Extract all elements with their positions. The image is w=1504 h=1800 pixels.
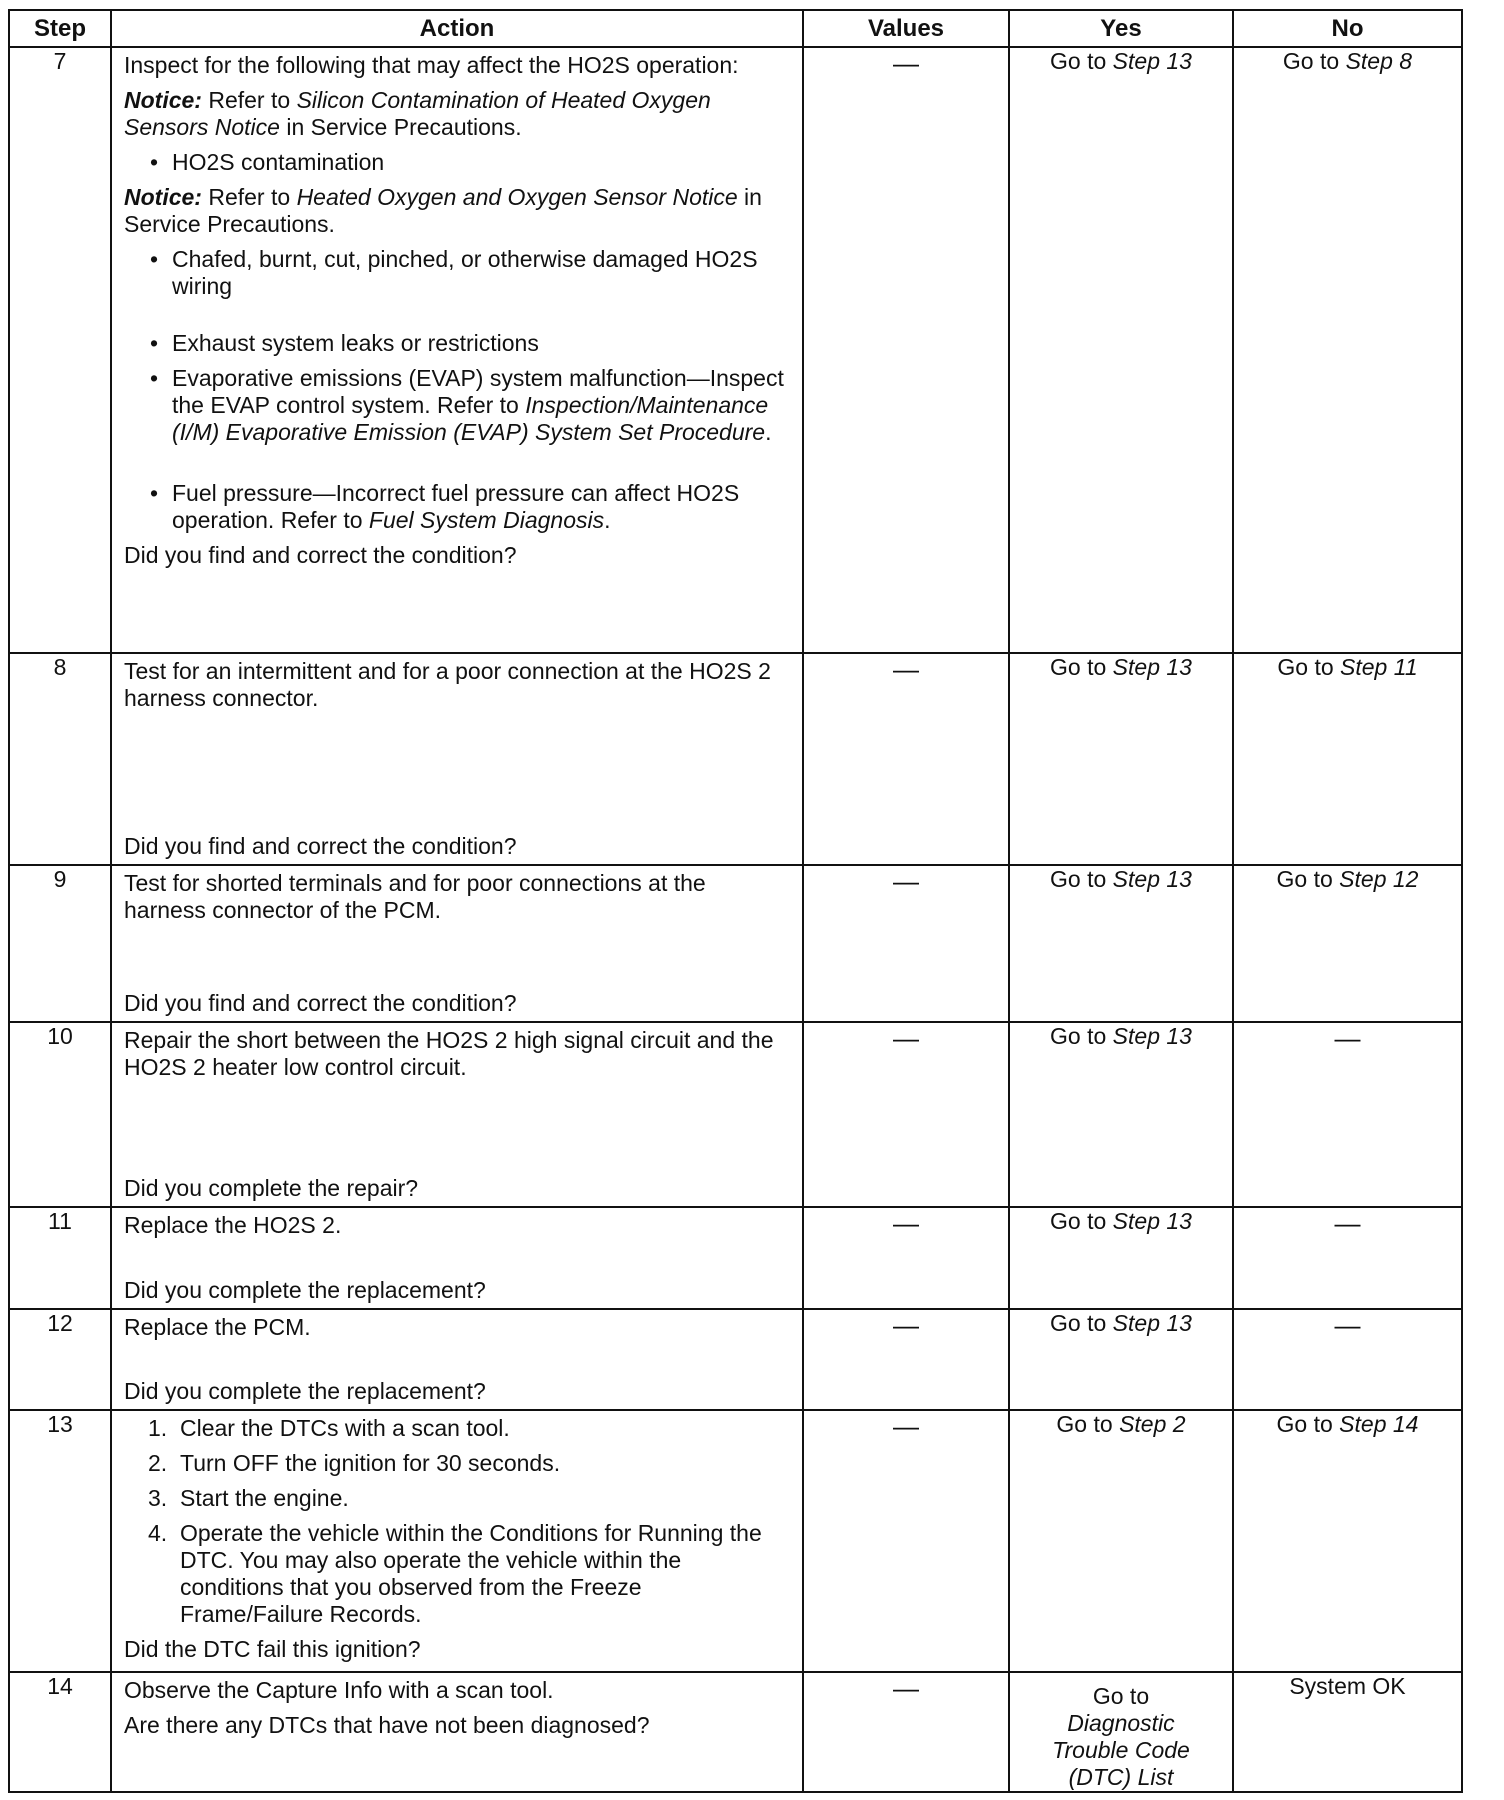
no-cell — [1233, 47, 1462, 653]
header-values: Values — [803, 10, 1009, 47]
no-cell — [1233, 653, 1462, 865]
action-cell — [111, 1309, 803, 1410]
action-intro: Inspect for the following that may affect the HO2S operation: — [124, 52, 739, 78]
values-cell: — — [803, 1672, 1009, 1792]
action-cell — [111, 1672, 803, 1792]
list-item: • Chafed, burnt, cut, pinched, or otherwise damaged HO2S wiring — [148, 246, 790, 300]
header-action: Action — [111, 10, 803, 47]
diagnostic-table — [8, 9, 1463, 1793]
yes-cell — [1009, 1309, 1233, 1410]
yes-text: Go to — [1056, 1411, 1113, 1437]
yes-step-link[interactable]: Step 13 — [1112, 48, 1192, 74]
action-question: Did you complete the replacement? — [124, 1277, 486, 1303]
values-cell: — — [803, 653, 1009, 865]
notice — [124, 184, 790, 238]
table-row-step-13 — [9, 1410, 1462, 1672]
yes-cell — [1009, 47, 1233, 653]
action-question: Did you find and correct the condition? — [124, 542, 517, 568]
list-item: • Fuel pressure—Incorrect fuel pressure can affect HO2S operation. Refer to Fuel System Diagnosis. — [148, 480, 790, 534]
yes-step-link[interactable]: Step 2 — [1119, 1411, 1186, 1437]
bullet-list — [124, 246, 790, 534]
no-text: Go to — [1282, 48, 1340, 74]
action-question: Did the DTC fail this ignition? — [124, 1636, 421, 1662]
no-step-link[interactable]: Step 12 — [1339, 866, 1419, 892]
step-number: 7 — [9, 47, 111, 653]
action-cell — [111, 653, 803, 865]
notice-label: Notice: — [124, 87, 202, 113]
action-question: Did you find and correct the condition? — [124, 990, 517, 1016]
step-number: 12 — [9, 1309, 111, 1410]
notice-reference: Silicon Contamination of Heated Oxygen Sensors Notice — [124, 87, 711, 140]
notice-text: in Service Precautions. — [124, 184, 762, 237]
no-step-link[interactable]: Step 14 — [1339, 1411, 1419, 1437]
values-cell: — — [803, 1309, 1009, 1410]
no-text: Go to — [1276, 866, 1333, 892]
yes-step-link[interactable]: Step 13 — [1112, 1208, 1192, 1234]
yes-text: Go to — [1050, 1310, 1107, 1336]
yes-text: Go to — [1050, 1023, 1107, 1049]
header-step: Step — [9, 10, 111, 47]
yes-text: Go to — [1050, 866, 1107, 892]
numbered-list — [124, 1415, 790, 1628]
no-cell: — — [1233, 1207, 1462, 1309]
action-text: Observe the Capture Info with a scan tool. — [124, 1677, 554, 1703]
action-text: Repair the short between the HO2S 2 high signal circuit and the HO2S 2 heater low control circuit. — [124, 1027, 774, 1080]
list-item: • Evaporative emissions (EVAP) system malfunction—Inspect the EVAP control system. Refer to Inspection/Maintenance (I/M) Evaporative Emission (EVAP) System Set Procedure. — [148, 365, 790, 446]
table-row-step-14 — [9, 1672, 1462, 1792]
action-cell — [111, 865, 803, 1022]
yes-cell — [1009, 1207, 1233, 1309]
step-number: 14 — [9, 1672, 111, 1792]
no-cell: System OK — [1233, 1672, 1462, 1792]
step-number: 8 — [9, 653, 111, 865]
notice-text: in Service Precautions. — [286, 114, 522, 140]
action-text: Test for an intermittent and for a poor connection at the HO2S 2 harness connector. — [124, 658, 771, 711]
no-step-link[interactable]: Step 11 — [1340, 654, 1418, 680]
no-text: Go to — [1276, 1411, 1333, 1437]
yes-step-link[interactable]: Step 13 — [1112, 1310, 1192, 1336]
table-row-step-11 — [9, 1207, 1462, 1309]
table-row-step-7 — [9, 47, 1462, 653]
notice-text: Refer to — [208, 184, 291, 210]
values-cell: — — [803, 1022, 1009, 1207]
procedure-reference: Inspection/Maintenance (I/M) Evaporative Emission (EVAP) System Set Procedure — [172, 392, 769, 445]
no-cell — [1233, 1410, 1462, 1672]
yes-cell — [1009, 1410, 1233, 1672]
values-cell: — — [803, 1410, 1009, 1672]
values-cell: — — [803, 865, 1009, 1022]
step-number: 11 — [9, 1207, 111, 1309]
header-no: No — [1233, 10, 1462, 47]
values-cell: — — [803, 47, 1009, 653]
yes-cell — [1009, 865, 1233, 1022]
action-text: Replace the HO2S 2. — [124, 1212, 342, 1238]
bullet-list — [124, 149, 790, 176]
no-step-link[interactable]: Step 8 — [1345, 48, 1413, 74]
action-question: Did you find and correct the condition? — [124, 833, 517, 859]
no-cell — [1233, 865, 1462, 1022]
no-cell: — — [1233, 1022, 1462, 1207]
yes-text: Go to — [1050, 654, 1107, 680]
header-row — [9, 10, 1462, 47]
list-item: • Exhaust system leaks or restrictions — [148, 330, 790, 357]
action-question: Did you complete the replacement? — [124, 1378, 486, 1404]
action-cell — [111, 1410, 803, 1672]
no-text: Go to — [1277, 654, 1334, 680]
list-item: 1. Clear the DTCs with a scan tool. — [148, 1415, 510, 1441]
action-cell — [111, 47, 803, 653]
yes-step-link[interactable]: Step 13 — [1112, 1023, 1192, 1049]
values-cell: — — [803, 1207, 1009, 1309]
yes-dtc-list-link[interactable]: Diagnostic Trouble Code (DTC) List — [1052, 1710, 1190, 1790]
yes-cell — [1009, 1022, 1233, 1207]
notice-reference: Heated Oxygen and Oxygen Sensor Notice — [296, 184, 738, 210]
list-item: 2. Turn OFF the ignition for 30 seconds. — [148, 1450, 561, 1476]
step-number: 9 — [9, 865, 111, 1022]
action-text: Replace the PCM. — [124, 1314, 311, 1340]
yes-step-link[interactable]: Step 13 — [1112, 866, 1192, 892]
header-yes: Yes — [1009, 10, 1233, 47]
yes-step-link[interactable]: Step 13 — [1112, 654, 1192, 680]
notice-text: Refer to — [208, 87, 291, 113]
yes-text: Go to — [1050, 1208, 1107, 1234]
table-row-step-9 — [9, 865, 1462, 1022]
yes-text: Go to — [1050, 48, 1107, 74]
step-number: 10 — [9, 1022, 111, 1207]
action-text: Test for shorted terminals and for poor connections at the harness connector of the PCM. — [124, 870, 706, 923]
action-cell — [111, 1207, 803, 1309]
list-item: • HO2S contamination — [148, 149, 790, 176]
table-row-step-8 — [9, 653, 1462, 865]
no-cell: — — [1233, 1309, 1462, 1410]
yes-cell — [1009, 1672, 1233, 1792]
list-item: 3. Start the engine. — [148, 1485, 349, 1511]
procedure-reference: Fuel System Diagnosis — [368, 507, 605, 533]
step-number: 13 — [9, 1410, 111, 1672]
table-row-step-12 — [9, 1309, 1462, 1410]
list-item: 4. Operate the vehicle within the Conditions for Running the DTC. You may also operate the vehicle within the conditions that you observed from the Freeze Frame/Failure Records. — [148, 1520, 762, 1627]
yes-cell — [1009, 653, 1233, 865]
table-row-step-10 — [9, 1022, 1462, 1207]
notice-label: Notice: — [124, 184, 202, 210]
action-question: Are there any DTCs that have not been diagnosed? — [124, 1712, 650, 1738]
action-question: Did you complete the repair? — [124, 1175, 419, 1201]
notice — [124, 87, 790, 141]
action-cell — [111, 1022, 803, 1207]
yes-text: Go to — [1092, 1683, 1150, 1709]
